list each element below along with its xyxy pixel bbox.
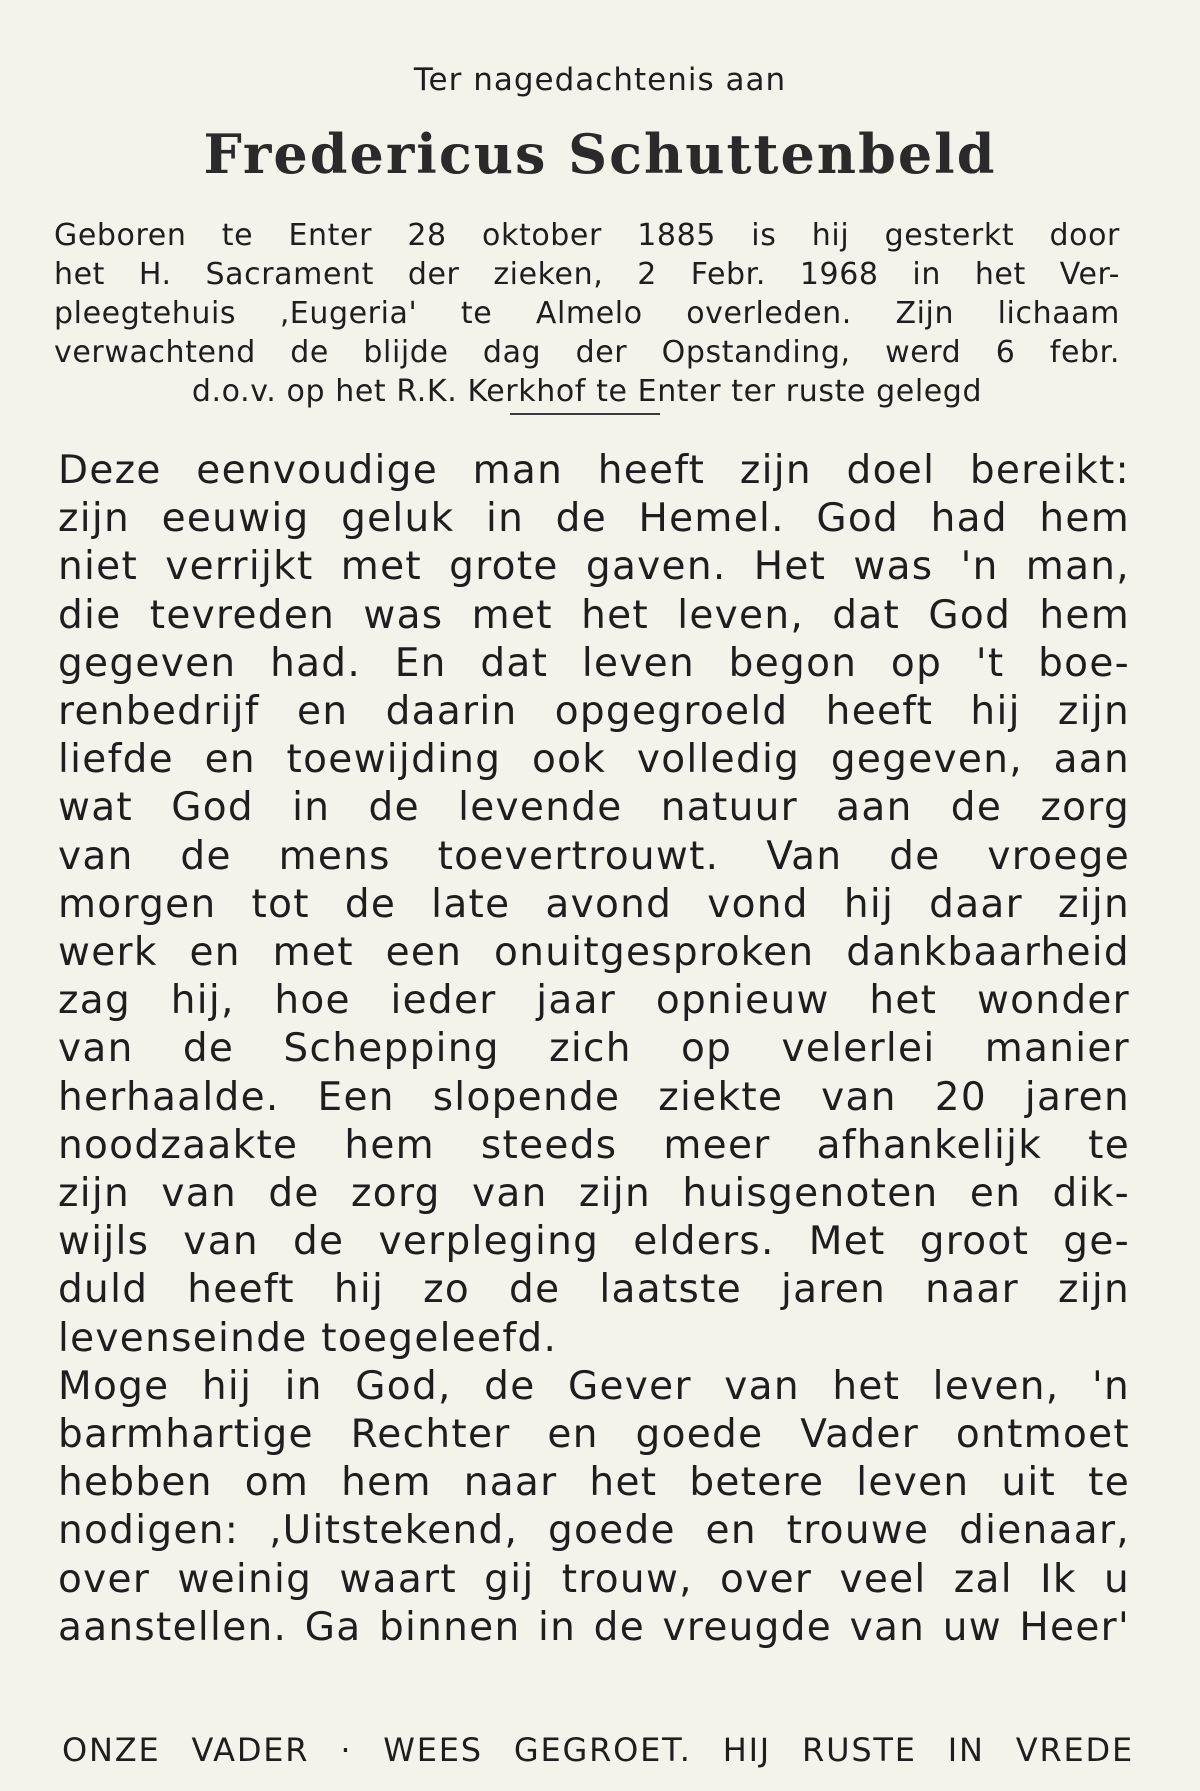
tribute-line: over weinig waart gij trouw, over veel zal Ik u xyxy=(58,1556,1130,1602)
tribute-line: wijls van de verpleging elders. Met groot ge- xyxy=(58,1219,1130,1265)
bio-line: pleegtehuis ‚Eugeria' te Almelo overleden. Zijn lichaam xyxy=(54,296,1120,331)
tribute-line: morgen tot de late avond vond hij daar zijn xyxy=(58,881,1130,927)
biography-block xyxy=(54,216,1120,411)
divider xyxy=(510,413,660,415)
bio-line: d.o.v. op het R.K. Kerkhof te Enter ter ruste gelegd xyxy=(191,374,983,409)
tribute-line: barmhartige Rechter en goede Vader ontmoet xyxy=(58,1412,1130,1458)
tribute-line: Deze eenvoudige man heeft zijn doel bereikt: xyxy=(58,448,1130,493)
tribute-line: zag hij, hoe ieder jaar opnieuw het wonder xyxy=(58,978,1130,1024)
tribute-line: wat God in de levende natuur aan de zorg xyxy=(58,785,1130,831)
tribute-line: zijn eeuwig geluk in de Hemel. God had hem xyxy=(58,496,1130,542)
tribute-text xyxy=(58,447,1130,1652)
tribute-line: gegeven had. En dat leven begon op 't boe- xyxy=(58,640,1130,686)
tribute-line: duld heeft hij zo de laatste jaren naar zijn xyxy=(58,1267,1130,1313)
bio-line: verwachtend de blijde dag der Opstanding, werd 6 febr. xyxy=(54,335,1120,370)
tribute-line: hebben om hem naar het betere leven uit te xyxy=(58,1460,1130,1506)
prayer-footer: ONZE VADER · WEES GEGROET. HIJ RUSTE IN VREDE xyxy=(62,1731,1134,1769)
tribute-line: aanstellen. Ga binnen in de vreugde van uw Heer' xyxy=(58,1604,1130,1650)
tribute-line: die tevreden was met het leven, dat God hem xyxy=(58,592,1130,638)
tribute-line: liefde en toewijding ook volledig gegeven, aan xyxy=(58,737,1130,783)
tribute-line: niet verrijkt met grote gaven. Het was 'n man, xyxy=(58,544,1130,590)
bio-line: Geboren te Enter 28 oktober 1885 is hij gesterkt door xyxy=(54,218,1120,253)
tribute-line: Moge hij in God, de Gever van het leven, 'n xyxy=(58,1363,1130,1409)
tribute-line: zijn van de zorg van zijn huisgenoten en dik- xyxy=(58,1171,1130,1217)
tribute-line: van de Schepping zich op velerlei manier xyxy=(58,1026,1130,1072)
tribute-line: noodzaakte hem steeds meer afhankelijk te xyxy=(58,1122,1130,1168)
bio-line: het H. Sacrament der zieken, 2 Febr. 1968 in het Ver- xyxy=(54,257,1120,292)
deceased-name: Fredericus Schuttenbeld xyxy=(203,122,997,186)
tribute-line: levenseinde toegeleefd. xyxy=(58,1315,558,1361)
tribute-line: nodigen: ‚Uitstekend, goede en trouwe dienaar, xyxy=(58,1508,1130,1554)
tribute-line: herhaalde. Een slopende ziekte van 20 jaren xyxy=(58,1074,1130,1120)
tribute-line: werk en met een onuitgesproken dankbaarheid xyxy=(58,930,1130,976)
intro-text: Ter nagedachtenis aan xyxy=(413,62,787,98)
tribute-line: renbedrijf en daarin opgegroeld heeft hij zijn xyxy=(58,689,1130,735)
tribute-line: van de mens toevertrouwt. Van de vroege xyxy=(58,833,1130,879)
